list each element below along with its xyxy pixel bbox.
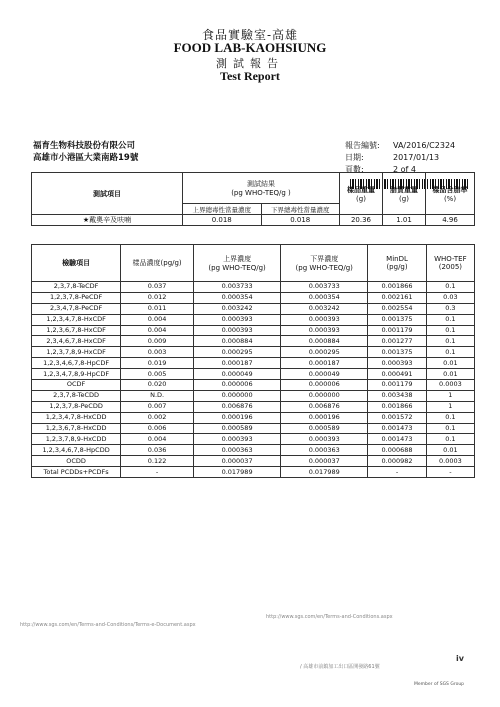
upper-label: 上界濃度: [223, 255, 252, 263]
row-tef: 0.3: [426, 303, 474, 314]
row-mindl: 0.000982: [368, 456, 426, 467]
row-lower: 0.000363: [281, 445, 368, 456]
row-upper: 0.000884: [194, 336, 281, 347]
table-row: [32, 412, 475, 423]
row-lower: 0.000393: [281, 325, 368, 336]
row-tef: 0.1: [426, 347, 474, 358]
row-item: OCDF: [32, 380, 121, 391]
summary-fat-pct: 4.96: [426, 215, 475, 226]
detail-header-upper: [194, 245, 281, 282]
row-upper: 0.000295: [194, 347, 281, 358]
summary-lower: 0.018: [261, 215, 340, 226]
row-upper: 0.000196: [194, 412, 281, 423]
table-row: [32, 303, 475, 314]
row-item: 1,2,3,4,7,8,9-HpCDF: [32, 369, 121, 380]
table-row: [32, 325, 475, 336]
row-item: 1,2,3,7,8,9-HxCDD: [32, 434, 121, 445]
detail-header-conc: 樣品濃度(pg/g): [121, 245, 194, 282]
row-upper: 0.000589: [194, 423, 281, 434]
lower-label: 下界濃度: [310, 255, 339, 263]
row-lower: 0.000006: [281, 380, 368, 391]
page-label: 頁數:: [345, 165, 364, 174]
row-lower: 0.000354: [281, 292, 368, 303]
row-upper: 0.003733: [194, 282, 281, 293]
sample-weight-label: 樣品重量: [347, 185, 375, 194]
row-conc: N.D.: [121, 390, 194, 401]
row-upper: 0.000000: [194, 390, 281, 401]
table-row: [32, 282, 475, 293]
row-upper: 0.000393: [194, 434, 281, 445]
table-row: [32, 456, 475, 467]
summary-header-item: 測試項目: [32, 173, 183, 215]
row-upper: 0.000049: [194, 369, 281, 380]
row-mindl: 0.001473: [368, 434, 426, 445]
table-row: [32, 401, 475, 412]
detail-header-item: 檢驗項目: [32, 245, 121, 282]
row-mindl: 0.001375: [368, 314, 426, 325]
mindl-unit: (pg/g): [386, 263, 408, 271]
summary-result-unit: (pg WHO-TEQ/g ): [231, 189, 291, 197]
row-item: 1,2,3,4,7,8-HxCDD: [32, 412, 121, 423]
summary-fat-weight: 1.01: [383, 215, 426, 226]
row-item: 2,3,7,8-TeCDD: [32, 390, 121, 401]
report-no-label: 報告編號:: [345, 141, 380, 150]
table-row: [32, 292, 475, 303]
row-item: 1,2,3,4,6,7,8-HpCDF: [32, 358, 121, 369]
summary-item: ★戴奧辛及呋喃: [32, 215, 183, 226]
client-block: [33, 140, 138, 164]
row-conc: 0.005: [121, 369, 194, 380]
row-conc: 0.004: [121, 325, 194, 336]
sample-weight-unit: (g): [356, 194, 366, 203]
row-tef: 0.03: [426, 292, 474, 303]
row-mindl: 0.001473: [368, 423, 426, 434]
row-lower: 0.017989: [281, 467, 368, 478]
row-tef: 0.1: [426, 434, 474, 445]
row-conc: 0.020: [121, 380, 194, 391]
row-upper: 0.000354: [194, 292, 281, 303]
row-conc: 0.007: [121, 401, 194, 412]
row-conc: 0.122: [121, 456, 194, 467]
row-item: Total PCDDs+PCDFs: [32, 467, 121, 478]
report-title-english: Test Report: [220, 69, 280, 83]
row-upper: 0.000006: [194, 380, 281, 391]
summary-header-lower: 下界總毒性當量濃度: [261, 204, 340, 215]
row-item: 1,2,3,7,8,9-HxCDF: [32, 347, 121, 358]
row-tef: 0.01: [426, 369, 474, 380]
table-row: [32, 314, 475, 325]
row-item: 2,3,4,6,7,8-HxCDF: [32, 336, 121, 347]
row-upper: 0.000393: [194, 314, 281, 325]
row-tef: 0.1: [426, 314, 474, 325]
report-no: VA/2016/C2324: [393, 141, 456, 150]
row-conc: 0.037: [121, 282, 194, 293]
row-conc: 0.019: [121, 358, 194, 369]
row-upper: 0.000037: [194, 456, 281, 467]
row-conc: 0.011: [121, 303, 194, 314]
row-item: 1,2,3,6,7,8-HxCDD: [32, 423, 121, 434]
summary-header-upper: 上界總毒性當量濃度: [183, 204, 262, 215]
row-upper: 0.000363: [194, 445, 281, 456]
row-mindl: 0.000688: [368, 445, 426, 456]
row-conc: 0.002: [121, 412, 194, 423]
table-row: [32, 390, 475, 401]
upper-unit: (pg WHO-TEQ/g): [208, 264, 266, 272]
report-meta: [345, 140, 455, 176]
row-conc: 0.036: [121, 445, 194, 456]
row-item: 1,2,3,4,7,8-HxCDF: [32, 314, 121, 325]
table-row: [32, 445, 475, 456]
row-upper: 0.000187: [194, 358, 281, 369]
row-lower: 0.000037: [281, 456, 368, 467]
row-conc: 0.012: [121, 292, 194, 303]
fat-pct-label: 樣品含脂率: [432, 185, 468, 194]
fat-weight-unit: (g): [399, 194, 409, 203]
row-mindl: 0.001375: [368, 347, 426, 358]
report-date: 2017/01/13: [393, 153, 440, 162]
row-upper: 0.017989: [194, 467, 281, 478]
table-row: [32, 434, 475, 445]
row-tef: -: [426, 467, 474, 478]
date-label: 日期:: [345, 153, 364, 162]
row-lower: 0.000196: [281, 412, 368, 423]
row-tef: 0.01: [426, 358, 474, 369]
summary-row: [32, 215, 475, 226]
row-mindl: 0.001572: [368, 412, 426, 423]
row-upper: 0.006876: [194, 401, 281, 412]
row-item: 1,2,3,4,6,7,8-HpCDD: [32, 445, 121, 456]
row-conc: 0.004: [121, 314, 194, 325]
row-item: 1,2,3,7,8-PeCDF: [32, 292, 121, 303]
row-tef: 1: [426, 401, 474, 412]
client-company: 福育生物科技股份有限公司: [33, 141, 136, 151]
summary-table: [31, 172, 475, 226]
summary-header-fat-weight: [383, 173, 426, 215]
row-upper: 0.000393: [194, 325, 281, 336]
row-item: 1,2,3,6,7,8-HxCDF: [32, 325, 121, 336]
summary-header-fat-pct: [426, 173, 475, 215]
row-lower: 0.000393: [281, 434, 368, 445]
row-item: 2,3,7,8-TeCDF: [32, 282, 121, 293]
detail-table-body: [32, 282, 475, 478]
footer-terms-url-2[interactable]: http://www.sgs.com/en/Terms-and-Conditions/Terms-e-Document.aspx: [20, 622, 196, 628]
row-tef: 0.0003: [426, 380, 474, 391]
row-conc: 0.004: [121, 434, 194, 445]
row-mindl: 0.001866: [368, 282, 426, 293]
summary-header-result: [183, 173, 340, 204]
mindl-label: MinDL: [386, 255, 408, 263]
row-mindl: 0.001179: [368, 380, 426, 391]
row-mindl: 0.002554: [368, 303, 426, 314]
footer-terms: [16, 613, 486, 629]
row-tef: 0.1: [426, 423, 474, 434]
table-row: [32, 336, 475, 347]
row-mindl: 0.001277: [368, 336, 426, 347]
row-mindl: 0.002161: [368, 292, 426, 303]
row-item: OCDD: [32, 456, 121, 467]
row-lower: 0.006876: [281, 401, 368, 412]
summary-upper: 0.018: [183, 215, 262, 226]
row-tef: 0.01: [426, 445, 474, 456]
row-lower: 0.000393: [281, 314, 368, 325]
table-row: [32, 369, 475, 380]
row-mindl: 0.000393: [368, 358, 426, 369]
lower-unit: (pg WHO-TEQ/g): [295, 264, 353, 272]
detail-header-mindl: [368, 245, 426, 282]
tef-unit: (2005): [438, 263, 463, 271]
row-lower: 0.000000: [281, 390, 368, 401]
row-lower: 0.003242: [281, 303, 368, 314]
row-lower: 0.000187: [281, 358, 368, 369]
lab-name-english: FOOD LAB-KAOHSIUNG: [173, 40, 327, 55]
row-conc: 0.003: [121, 347, 194, 358]
fat-pct-unit: (%): [443, 194, 457, 203]
table-row: [32, 467, 475, 478]
row-item: 2,3,4,7,8-PeCDF: [32, 303, 121, 314]
row-lower: 0.000295: [281, 347, 368, 358]
summary-sample-weight: 20.36: [340, 215, 383, 226]
row-conc: -: [121, 467, 194, 478]
footer-company: / 高雄市前鎮加工出口區開發路61號: [300, 664, 380, 670]
row-mindl: 0.001179: [368, 325, 426, 336]
row-tef: 0.1: [426, 412, 474, 423]
row-tef: 0.0003: [426, 456, 474, 467]
detail-header-tef: [426, 245, 474, 282]
row-tef: 0.1: [426, 325, 474, 336]
sgs-member: Member of SGS Group: [414, 682, 465, 687]
row-upper: 0.003242: [194, 303, 281, 314]
fat-weight-label: 脂質重量: [390, 185, 418, 194]
summary-header-sample-weight: [340, 173, 383, 215]
row-conc: 0.006: [121, 423, 194, 434]
row-tef: 0.1: [426, 336, 474, 347]
row-lower: 0.000049: [281, 369, 368, 380]
row-tef: 0.1: [426, 282, 474, 293]
row-conc: 0.009: [121, 336, 194, 347]
row-mindl: -: [368, 467, 426, 478]
table-row: [32, 358, 475, 369]
row-lower: 0.003733: [281, 282, 368, 293]
row-item: 1,2,3,7,8-PeCDD: [32, 401, 121, 412]
tef-label: WHO-TEF: [434, 255, 467, 263]
lab-name-chinese: 食品實驗室-高雄: [201, 28, 299, 42]
row-mindl: 0.003438: [368, 390, 426, 401]
row-lower: 0.000589: [281, 423, 368, 434]
row-lower: 0.000884: [281, 336, 368, 347]
row-mindl: 0.001866: [368, 401, 426, 412]
detail-header-lower: [281, 245, 368, 282]
footer-mark: iv: [456, 654, 464, 663]
summary-result-title: 測試結果: [247, 180, 275, 188]
footer-terms-url-1[interactable]: http://www.sgs.com/en/Terms-and-Conditions.aspx: [266, 614, 393, 620]
page-number: 2 of 4: [393, 165, 416, 174]
table-row: [32, 380, 475, 391]
detail-table: [31, 244, 475, 478]
report-title-chinese: 測試報告: [216, 57, 284, 70]
row-tef: 1: [426, 390, 474, 401]
table-row: [32, 423, 475, 434]
row-mindl: 0.000491: [368, 369, 426, 380]
table-row: [32, 347, 475, 358]
client-address: 高雄市小港區大業南路19號: [33, 153, 139, 163]
